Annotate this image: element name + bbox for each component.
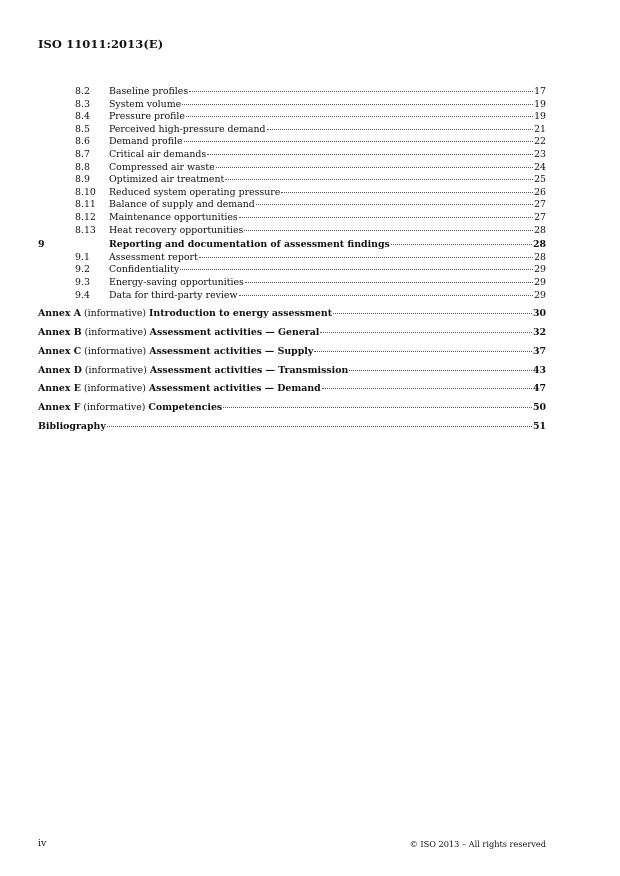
- footer-page-number: iv: [38, 838, 47, 849]
- toc-entry-page: 28: [534, 224, 546, 236]
- toc-entry-page: 43: [532, 364, 546, 376]
- toc-annex-d[interactable]: [38, 365, 546, 378]
- annex-label: Annex E: [38, 383, 81, 395]
- document-header: ISO 11011:2013(E): [38, 37, 164, 51]
- toc-annex-title: [38, 402, 222, 415]
- toc-entry-title: Optimized air treatment: [109, 174, 225, 186]
- toc-annex-e[interactable]: [38, 383, 546, 396]
- annex-name: Competencies: [148, 402, 223, 414]
- toc-entry-8-13[interactable]: [38, 225, 546, 238]
- toc-leader: [182, 104, 533, 105]
- annex-type: (informative): [83, 383, 146, 395]
- annex-name: Assessment activities — Demand: [148, 383, 321, 395]
- toc-annex-a[interactable]: [38, 308, 546, 321]
- toc-annex-title: [38, 346, 313, 359]
- toc-entry-number: 8.7: [75, 148, 90, 160]
- toc-entry-page: 24: [534, 161, 546, 173]
- toc-entry-title: Critical air demands: [109, 148, 207, 160]
- annex-label: Annex D: [38, 364, 82, 376]
- toc-leader: [189, 91, 533, 92]
- toc-entry-title: Heat recovery opportunities: [109, 224, 244, 236]
- toc-entry-page: 50: [532, 402, 546, 414]
- annex-type: (informative): [84, 327, 147, 339]
- annex-label: Annex A: [38, 308, 81, 320]
- toc-leader: [349, 370, 532, 371]
- toc-entry-9-1[interactable]: [38, 252, 546, 265]
- toc-entry-page: 25: [534, 174, 546, 186]
- toc-annex-b[interactable]: [38, 327, 546, 340]
- toc-entry-title: Compressed air waste: [109, 161, 215, 173]
- toc-entry-number: 9.1: [75, 251, 90, 263]
- toc-entry-page: 21: [534, 123, 546, 135]
- toc-annex-title: [38, 327, 319, 340]
- toc-entry-title: Pressure profile: [109, 111, 185, 123]
- toc-leader: [223, 407, 532, 408]
- toc-entry-9-2[interactable]: [38, 264, 546, 277]
- toc-leader: [244, 230, 533, 231]
- toc-entry-9[interactable]: [38, 239, 546, 252]
- toc-entry-number: 9.3: [75, 276, 90, 288]
- toc-entry-title: Confidentiality: [109, 264, 180, 276]
- toc-entry-number: 8.10: [75, 186, 96, 198]
- toc-entry-title: Assessment report: [109, 251, 198, 263]
- toc-entry-number: 9: [38, 239, 45, 251]
- toc-entry-number: 8.11: [75, 199, 96, 211]
- toc-entry-title: Energy-saving opportunities: [109, 276, 244, 288]
- toc-entry-page: 22: [534, 136, 546, 148]
- toc-entry-8-2[interactable]: [38, 86, 546, 99]
- toc-entry-number: 8.13: [75, 224, 96, 236]
- toc-entry-8-7[interactable]: [38, 149, 546, 162]
- toc-entry-title: Maintenance opportunities: [109, 211, 238, 223]
- toc-entry-title: Reduced system operating pressure: [109, 186, 281, 198]
- toc-entry-number: 8.3: [75, 98, 90, 110]
- toc-entry-number: 8.9: [75, 174, 90, 186]
- toc-leader: [320, 332, 532, 333]
- annex-type: (informative): [83, 308, 147, 320]
- annex-name: Assessment activities — Transmission: [149, 364, 349, 376]
- toc-entry-8-12[interactable]: [38, 212, 546, 225]
- toc-leader: [281, 192, 533, 193]
- toc-entry-number: 8.2: [75, 86, 90, 97]
- toc-leader: [107, 426, 532, 427]
- toc-entry-8-5[interactable]: [38, 124, 546, 137]
- toc-entry-title: Perceived high-pressure demand: [109, 123, 266, 135]
- toc-entry-page: 29: [534, 289, 546, 301]
- toc-leader: [225, 179, 533, 180]
- toc-entry-page: 27: [534, 199, 546, 211]
- annex-label: Annex C: [38, 345, 82, 357]
- toc-entry-page: 27: [534, 211, 546, 223]
- annex-name: Assessment activities — Supply: [149, 345, 314, 357]
- toc-entry-title: Demand profile: [109, 136, 183, 148]
- toc-entry-page: 28: [534, 251, 546, 263]
- toc-entry-8-10[interactable]: [38, 187, 546, 200]
- toc-entry-title: Baseline profiles: [109, 86, 189, 97]
- toc-leader: [267, 129, 534, 130]
- toc-entry-page: 23: [534, 148, 546, 160]
- toc-entry-page: 29: [534, 276, 546, 288]
- toc-leader: [180, 269, 533, 270]
- footer-copyright: © ISO 2013 – All rights reserved: [409, 839, 546, 849]
- toc-entry-title: Data for third-party review: [109, 289, 238, 301]
- annex-type: (informative): [84, 364, 147, 376]
- toc-leader: [184, 141, 534, 142]
- toc-annex-title: [38, 383, 321, 396]
- toc-leader: [322, 388, 532, 389]
- toc-bibliography[interactable]: [38, 421, 546, 434]
- toc-entry-8-11[interactable]: [38, 199, 546, 212]
- toc-entry-title: System volume: [109, 98, 182, 110]
- toc-entry-page: 28: [532, 239, 546, 251]
- toc-leader: [239, 217, 533, 218]
- toc-annex-c[interactable]: [38, 346, 546, 359]
- annex-type: (informative): [83, 402, 146, 414]
- annex-name: Introduction to energy assessment: [149, 308, 333, 320]
- toc-entry-number: 9.4: [75, 289, 90, 301]
- toc-leader: [216, 167, 533, 168]
- annex-label: Annex B: [38, 327, 82, 339]
- toc-leader: [333, 313, 532, 314]
- toc-entry-page: 17: [534, 86, 546, 97]
- toc-entry-page: 19: [534, 98, 546, 110]
- toc-entry-8-8[interactable]: [38, 162, 546, 175]
- toc-entry-page: 29: [534, 264, 546, 276]
- toc-annex-title: [38, 308, 332, 321]
- toc-entry-page: 26: [534, 186, 546, 198]
- toc-entry-title: [38, 421, 106, 434]
- toc-entry-page: 47: [532, 383, 546, 395]
- toc-leader: [199, 257, 533, 258]
- toc-leader: [207, 154, 533, 155]
- toc-entry-page: 51: [532, 420, 546, 432]
- toc-leader: [256, 204, 533, 205]
- toc-leader: [314, 351, 532, 352]
- toc-entry-page: 32: [532, 327, 546, 339]
- toc-leader: [391, 244, 532, 245]
- toc-entry-number: 8.8: [75, 161, 90, 173]
- toc-leader: [239, 295, 534, 296]
- toc-entry-page: 19: [534, 111, 546, 123]
- toc-entry-page: 37: [532, 345, 546, 357]
- toc-entry-8-9[interactable]: [38, 174, 546, 187]
- toc-leader: [186, 116, 533, 117]
- toc-entry-number: 8.5: [75, 123, 90, 135]
- toc-entry-8-4[interactable]: [38, 111, 546, 124]
- toc-entry-number: 9.2: [75, 264, 90, 276]
- toc-annex-title: [38, 365, 348, 378]
- toc-entry-title: Balance of supply and demand: [109, 199, 255, 211]
- toc-entry-number: 8.6: [75, 136, 90, 148]
- annex-label: Annex F: [38, 402, 81, 414]
- toc-entry-number: 8.12: [75, 211, 96, 223]
- table-of-contents: [38, 86, 546, 434]
- toc-entry-8-6[interactable]: [38, 136, 546, 149]
- toc-annex-f[interactable]: [38, 402, 546, 415]
- annex-name: Assessment activities — General: [149, 327, 320, 339]
- toc-entry-number: 8.4: [75, 111, 90, 123]
- toc-entry-9-3[interactable]: [38, 277, 546, 290]
- toc-entry-page: 30: [532, 308, 546, 320]
- bibliography-label: Bibliography: [38, 420, 106, 432]
- toc-entry-title: Reporting and documentation of assessment findings: [109, 239, 390, 251]
- toc-entry-9-4[interactable]: [38, 290, 546, 303]
- toc-entry-8-3[interactable]: [38, 99, 546, 112]
- annex-type: (informative): [84, 345, 147, 357]
- toc-leader: [245, 282, 533, 283]
